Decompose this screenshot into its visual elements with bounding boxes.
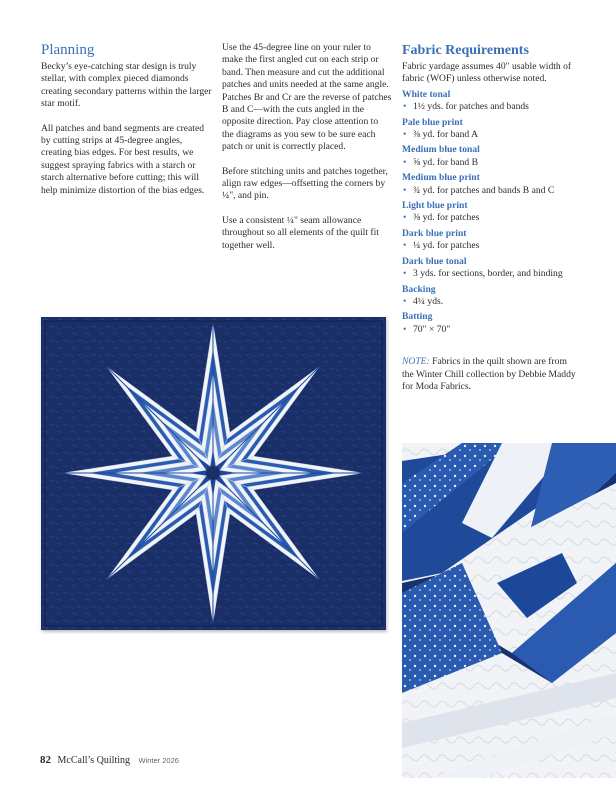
bullet: • (403, 156, 407, 168)
fabric-name: Dark blue print (402, 227, 467, 239)
fabric-name: Light blue print (402, 200, 468, 212)
fabric-detail (402, 296, 577, 308)
lone-star-motif (63, 323, 363, 623)
quilt-photo (41, 317, 386, 630)
fabric-detail-text: 4¼ yds. (413, 295, 444, 307)
fabric-detail (402, 185, 577, 197)
magazine-title: McCall’s Quilting (57, 755, 130, 766)
instructions-paragraph: Before stitching units and patches together, align raw edges—offsetting the corners by ¼", and pin. (222, 165, 388, 202)
bullet: • (403, 101, 407, 113)
page-number: 82 (40, 754, 51, 766)
fabric-name: White tonal (402, 88, 451, 100)
instructions-paragraph: Use the 45-degree line on your ruler to make the first angled cut on each strip or band. Then measure and cut the additional patches and units needed at the same angle. Patches Br and Cr are the reverse of patches B and C—with the cuts angled in the opposite direction. Pay close attention to the diagrams as you sew to be sure each patch or unit is correctly placed. (222, 42, 392, 153)
bullet: • (403, 323, 407, 335)
planning-column (41, 42, 213, 209)
fabric-detail-text: ⅝ yd. for band B (413, 156, 479, 168)
fabric-name: Dark blue tonal (402, 255, 467, 267)
fabric-detail-text: 70" × 70" (413, 323, 451, 335)
bullet: • (403, 184, 407, 196)
fabric-name: Backing (402, 283, 436, 295)
fabric-note (402, 356, 577, 393)
fabric-detail (402, 212, 577, 224)
fabric-intro: Fabric yardage assumes 40" usable width of fabric (WOF) unless otherwise noted. (402, 61, 572, 85)
fabric-detail-text: ⅜ yd. for patches (413, 212, 480, 224)
quilt-closeup-image (402, 443, 616, 778)
note-text: Fabrics in the quilt shown are from the Winter Chill collection by Debbie Maddy for Moda Fabrics. (402, 356, 576, 392)
bullet: • (403, 240, 407, 252)
planning-heading: Planning (41, 42, 95, 58)
fabric-detail-text: ¼ yd. for patches (413, 240, 480, 252)
planning-paragraph: All patches and band segments are created by cutting strips at 45-degree angles, creating bias edges. For best results, we suggest spraying fabrics with a starch or starch alternative before cutting; this will help minimize distortion of the bias edges. (41, 122, 205, 196)
instructions-paragraph: Use a consistent ¼" seam allowance throughout so all elements of the quilt fit together well. (222, 214, 379, 251)
planning-paragraph: Becky’s eye-catching star design is truly stellar, with complex pieced diamonds creating secondary patterns within the larger star motif. (41, 61, 212, 110)
note-label: NOTE: (402, 356, 430, 368)
bullet: • (403, 212, 407, 224)
fabric-name: Medium blue print (402, 172, 480, 184)
fabric-detail-text: ¾ yd. for patches and bands B and C (413, 184, 555, 196)
fabric-detail (402, 324, 577, 336)
fabric-detail (402, 240, 577, 252)
quilt-detail-photo (402, 443, 616, 778)
instructions-column (222, 42, 392, 264)
page-footer (40, 754, 179, 766)
fabric-name: Batting (402, 311, 433, 323)
star-center (206, 466, 220, 480)
fabric-list (402, 89, 577, 336)
fabric-detail-text: ⅜ yd. for band A (413, 129, 479, 141)
fabric-detail-text: 1½ yds. for patches and bands (413, 101, 529, 113)
fabric-detail-text: 3 yds. for sections, border, and binding (413, 268, 563, 280)
issue-date: Winter 2026 (138, 756, 179, 765)
fabric-detail (402, 101, 577, 113)
lone-star-quilt-image (41, 317, 386, 630)
watermark: PassionForum.ru (539, 784, 612, 795)
fabric-name: Medium blue tonal (402, 144, 480, 156)
bullet: • (403, 295, 407, 307)
fabric-requirements-heading: Fabric Requirements (402, 43, 529, 58)
bullet: • (403, 268, 407, 280)
bullet: • (403, 129, 407, 141)
fabric-detail (402, 129, 577, 141)
fabric-detail (402, 268, 577, 280)
fabric-detail (402, 157, 577, 169)
fabric-requirements-column (402, 42, 577, 405)
fabric-name: Pale blue print (402, 116, 463, 128)
